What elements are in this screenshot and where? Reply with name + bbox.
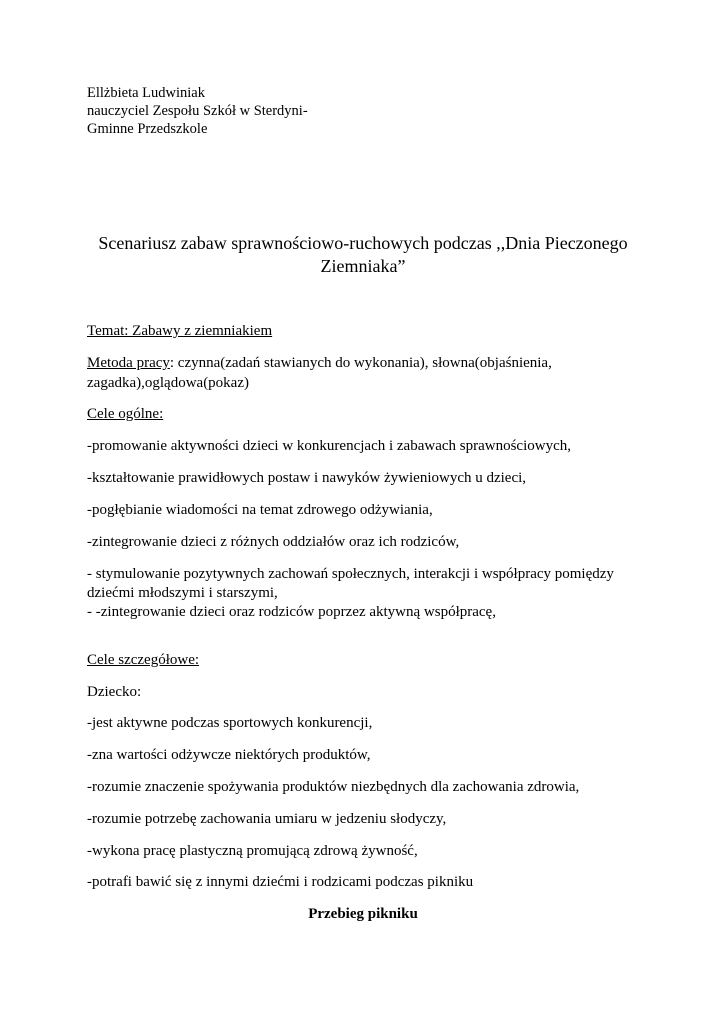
method-line-2: zagadka),oglądowa(pokaz) — [87, 375, 249, 391]
general-goals-heading: Cele ogólne: — [87, 406, 164, 422]
method-text-1: : czynna(zadań stawianych do wykonania), słowna(objaśnienia, — [169, 355, 552, 371]
specific-goal-item: -jest aktywne podczas sportowych konkurencji, — [87, 715, 373, 731]
specific-goal-item: -zna wartości odżywcze niektórych produktów, — [87, 747, 371, 763]
specific-goals-heading: Cele szczegółowe: — [87, 652, 200, 668]
method-label: Metoda pracy — [87, 355, 170, 371]
general-goal-item: -kształtowanie prawidłowych postaw i nawyków żywieniowych u dzieci, — [87, 470, 527, 486]
specific-goal-item: -wykona pracę plastyczną promującą zdrową żywność, — [87, 843, 418, 859]
document-title — [87, 232, 639, 278]
author-position: nauczyciel Zespołu Szkół w Sterdyni- — [87, 103, 308, 119]
author-block — [87, 84, 308, 138]
title-line-1: Scenariusz zabaw sprawnościowo-ruchowych podczas ,,Dnia Pieczonego — [98, 233, 628, 253]
general-goal-item: -pogłębianie wiadomości na temat zdrowego odżywiania, — [87, 502, 433, 518]
general-goal-item: -promowanie aktywności dzieci w konkurencjach i zabawach sprawnościowych, — [87, 438, 571, 454]
section-heading-przebieg: Przebieg pikniku — [308, 906, 418, 922]
general-goal-item: - stymulowanie pozytywnych zachowań społecznych, interakcji i współpracy pomiędzy — [87, 566, 614, 582]
specific-goals-intro: Dziecko: — [87, 684, 142, 700]
specific-goal-item: -rozumie znaczenie spożywania produktów niezbędnych dla zachowania zdrowia, — [87, 779, 580, 795]
title-line-2: Ziemniaka” — [320, 256, 406, 276]
general-goal-item: -zintegrowanie dzieci z różnych oddziałów oraz ich rodziców, — [87, 534, 460, 550]
author-institution: Gminne Przedszkole — [87, 121, 208, 137]
general-goal-item: - -zintegrowanie dzieci oraz rodziców poprzez aktywną współpracę, — [87, 604, 496, 620]
topic-line: Temat: Zabawy z ziemniakiem — [87, 323, 273, 339]
specific-goal-item: -rozumie potrzebę zachowania umiaru w jedzeniu słodyczy, — [87, 811, 447, 827]
author-name: Ellżbieta Ludwiniak — [87, 85, 205, 101]
method-line-1 — [87, 354, 552, 372]
general-goal-item: dziećmi młodszymi i starszymi, — [87, 585, 278, 601]
specific-goal-item: -potrafi bawić się z innymi dziećmi i rodzicami podczas pikniku — [87, 874, 474, 890]
